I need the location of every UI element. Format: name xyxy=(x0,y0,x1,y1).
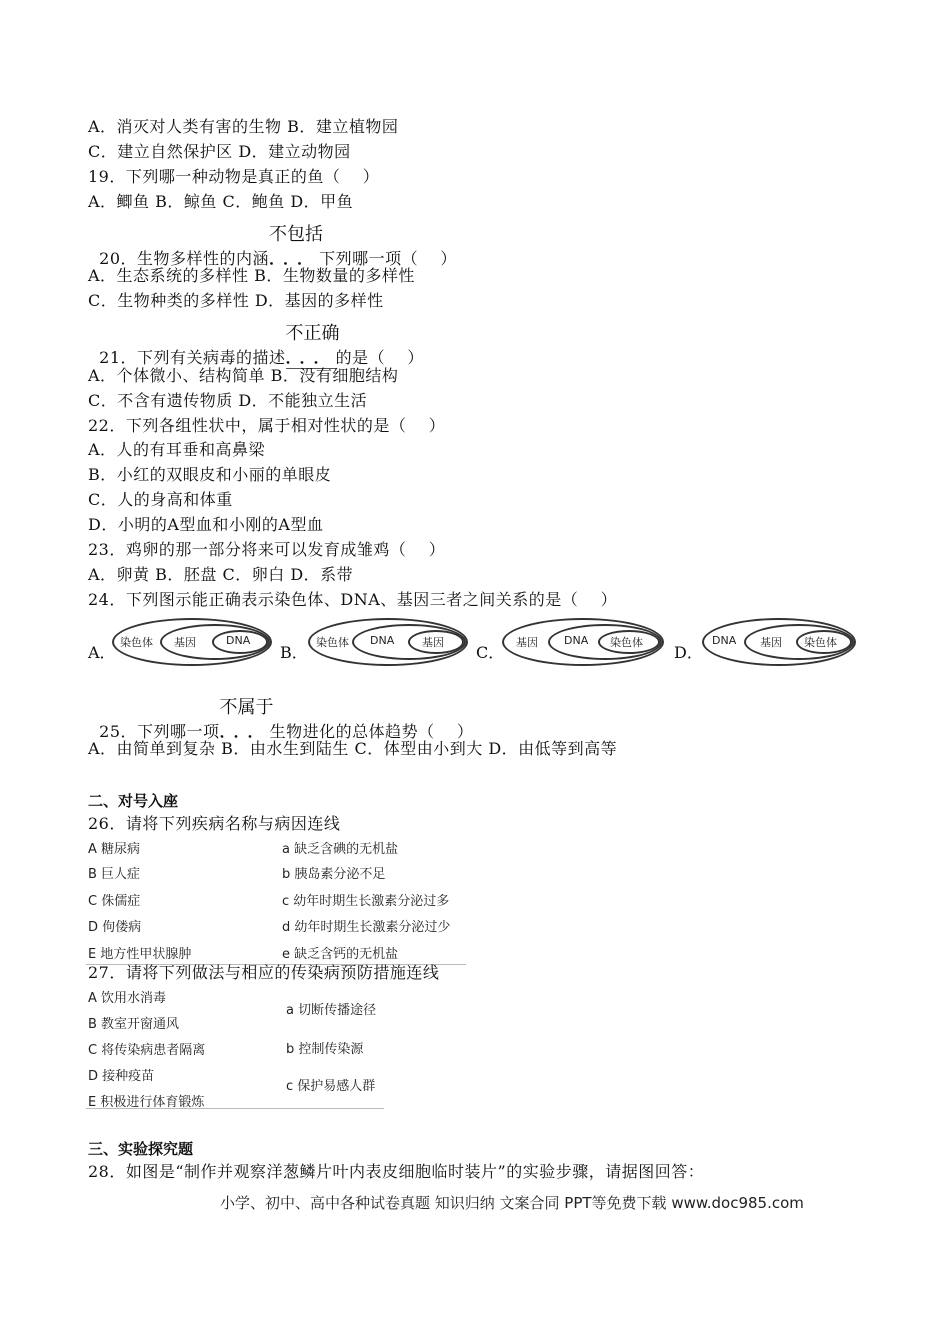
page-footer: 小学、初中、高中各种试卷真题 知识归纳 文案合同 PPT等免费下载 www.doc985.com xyxy=(220,1194,804,1212)
match-right-item: a 切断传播途径 xyxy=(286,1003,377,1018)
venn-diagram-a xyxy=(112,618,272,666)
outer-label: 染色体 xyxy=(120,636,153,649)
emphasis-text: 不包括 xyxy=(269,224,324,245)
option-line: A．人的有耳垂和高鼻梁 xyxy=(88,440,266,459)
option-line: C．生物种类的多样性 D．基因的多样性 xyxy=(88,291,384,310)
inner-label: 染色体 xyxy=(804,636,837,649)
match-right-item: b 控制传染源 xyxy=(286,1042,364,1057)
option-line: D．小明的A型血和小刚的A型血 xyxy=(88,515,324,534)
emphasis-dots: ．．． xyxy=(219,722,270,741)
match-left-item: C 将传染病患者隔离 xyxy=(88,1043,206,1058)
option-line: A．由简单到复杂 B．由水生到陆生 C．体型由小到大 D．由低等到高等 xyxy=(88,739,618,758)
match-left-item: C 侏儒症 xyxy=(88,894,141,909)
option-line: C．建立自然保护区 D．建立动物园 xyxy=(88,142,351,161)
emphasis-text: 不正确 xyxy=(285,323,340,344)
option-d-label: D． xyxy=(674,643,703,662)
question-text: 的是（ ） xyxy=(335,348,424,367)
option-line: A．消灭对人类有害的生物 B．建立植物园 xyxy=(88,117,399,136)
question-23: 23．鸡卵的那一部分将来可以发育成雏鸡（ ） xyxy=(88,540,446,559)
section-heading: 三、实验探究题 xyxy=(88,1140,194,1158)
question-text: 生物进化的总体趋势（ ） xyxy=(269,722,474,741)
question-text: 20．生物多样性的内涵 xyxy=(99,249,270,268)
match-left-item: D 接种疫苗 xyxy=(88,1069,155,1084)
emphasis-dots: ．．． xyxy=(269,249,320,268)
question-24: 24．下列图示能正确表示染色体、DNA、基因三者之间关系的是（ ） xyxy=(88,590,618,609)
inner-label: 染色体 xyxy=(610,636,643,649)
outer-label: 染色体 xyxy=(316,636,349,649)
option-line: B．小红的双眼皮和小丽的单眼皮 xyxy=(88,465,332,484)
option-line: A．卵黄 B．胚盘 C．卵白 D．系带 xyxy=(88,565,354,584)
match-left-item: B 教室开窗通风 xyxy=(88,1017,180,1032)
venn-diagram-d xyxy=(702,618,856,666)
middle-label: DNA xyxy=(370,634,395,647)
question-26: 26．请将下列疾病名称与病因连线 xyxy=(88,814,341,833)
option-a-label: A． xyxy=(88,643,116,662)
match-right-item: c 幼年时期生长激素分泌过多 xyxy=(282,894,450,909)
match-right-item: d 幼年时期生长激素分泌过少 xyxy=(282,920,451,935)
match-left-item: E 地方性甲状腺肿 xyxy=(88,947,192,962)
venn-diagram-b xyxy=(308,618,468,666)
option-c-label: C． xyxy=(476,643,505,662)
emphasis-dots: ．．． xyxy=(285,348,336,367)
outer-label: 基因 xyxy=(516,636,538,649)
question-25 xyxy=(88,697,474,742)
match-right-item: b 胰岛素分泌不足 xyxy=(282,867,386,882)
outer-label: DNA xyxy=(712,634,737,647)
middle-label: DNA xyxy=(564,634,589,647)
middle-label: 基因 xyxy=(760,636,782,649)
option-line: A．生态系统的多样性 B．生物数量的多样性 xyxy=(88,266,415,285)
option-b-label: B． xyxy=(280,643,308,662)
question-21 xyxy=(88,323,424,369)
question-27: 27．请将下列做法与相应的传染病预防措施连线 xyxy=(88,963,440,982)
question-20 xyxy=(88,224,457,269)
question-19: 19．下列哪一种动物是真正的鱼（ ） xyxy=(88,167,380,186)
question-text: 下列哪一项（ ） xyxy=(319,249,457,268)
match-right-item: a 缺乏含碘的无机盐 xyxy=(282,842,399,857)
question-28: 28．如图是“制作并观察洋葱鳞片叶内表皮细胞临时装片”的实验步骤，请据图回答： xyxy=(88,1162,705,1181)
option-line: A．鲫鱼 B．鲸鱼 C．鲍鱼 D．甲鱼 xyxy=(88,192,354,211)
question-text: 25．下列哪一项 xyxy=(99,722,220,741)
option-line: A．个体微小、结构简单 B．没有细胞结构 xyxy=(88,366,399,385)
emphasis-text: 不属于 xyxy=(219,697,274,718)
match-left-item: B 巨人症 xyxy=(88,867,141,882)
question-text: 21．下列有关病毒的描述 xyxy=(99,348,286,367)
match-right-item: e 缺乏含钙的无机盐 xyxy=(282,947,399,962)
question-22: 22．下列各组性状中，属于相对性状的是（ ） xyxy=(88,416,446,435)
match-left-item: A 饮用水消毒 xyxy=(88,991,167,1006)
inner-label: DNA xyxy=(226,634,251,647)
match-left-item: E 积极进行体育锻炼 xyxy=(88,1095,205,1110)
match-right-item: c 保护易感人群 xyxy=(286,1079,376,1094)
option-line: C．人的身高和体重 xyxy=(88,490,233,509)
option-line: C．不含有遗传物质 D．不能独立生活 xyxy=(88,391,368,410)
inner-label: 基因 xyxy=(422,636,444,649)
match-left-item: A 糖尿病 xyxy=(88,842,141,857)
venn-diagram-c xyxy=(502,618,664,666)
middle-label: 基因 xyxy=(174,636,196,649)
match-left-item: D 佝偻病 xyxy=(88,920,142,935)
section-heading: 二、对号入座 xyxy=(88,792,179,810)
